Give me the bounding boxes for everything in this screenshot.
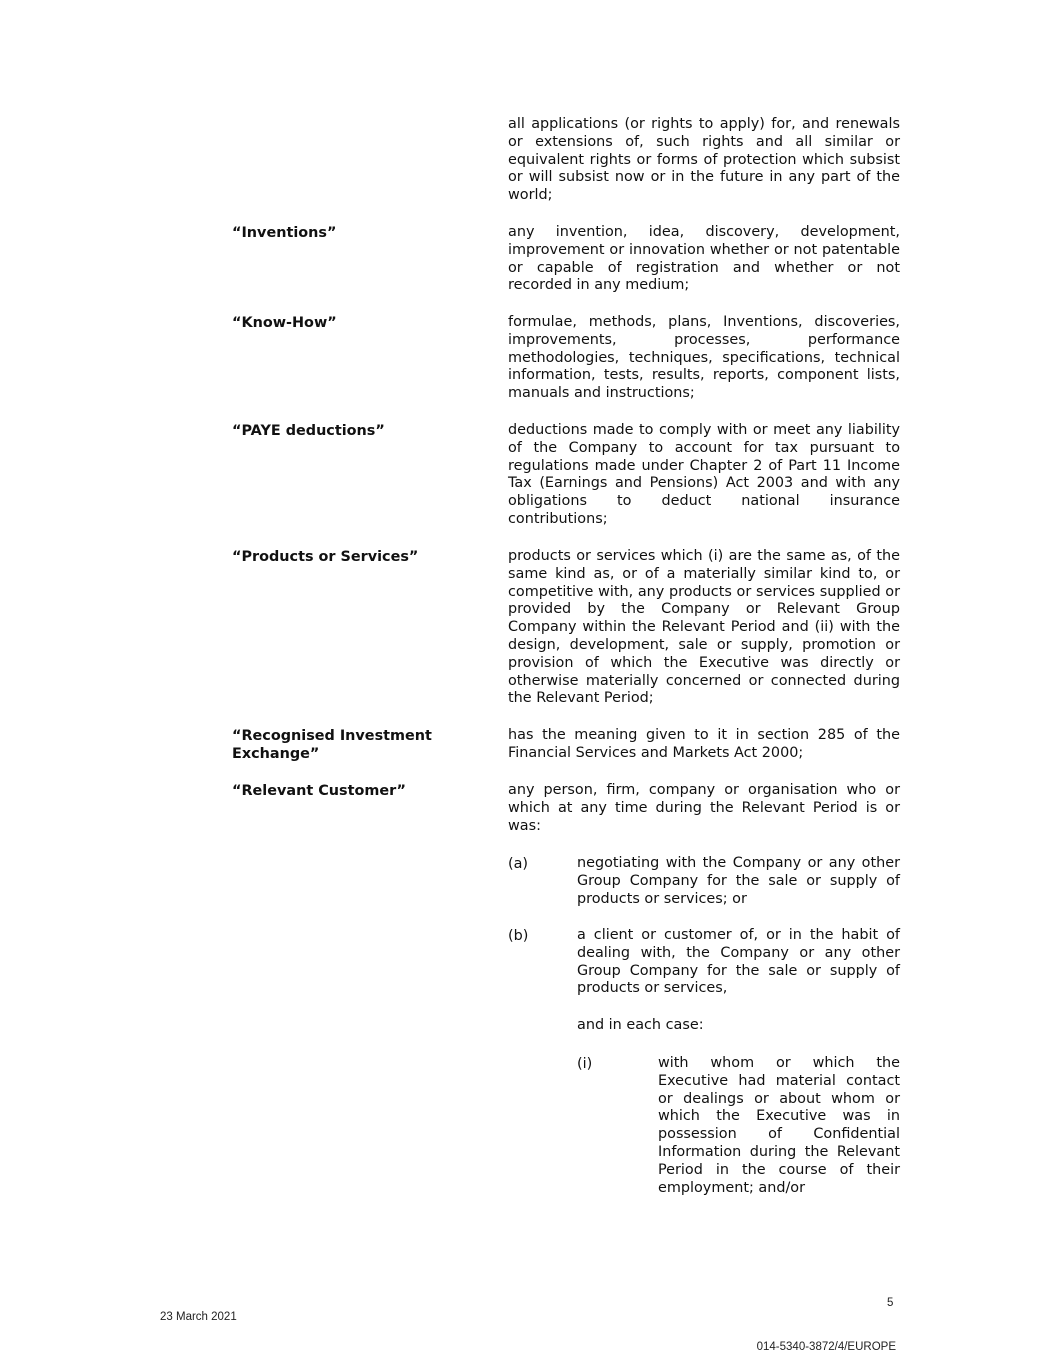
term-paye-deductions: “PAYE deductions”: [232, 423, 385, 439]
definition-know-how: formulae, methods, plans, Inventions, discoveries, improvements, processes, performance methodologies, techniques, specifications, technical information, tests, results, reports, component lists, manuals and instructions;: [508, 314, 900, 402]
footer-doc-ref: 014-5340-3872/4/EUROPE: [756, 1341, 896, 1353]
item-text-a: negotiating with the Company or any other Group Company for the sale or supply of products or services; or: [577, 855, 900, 907]
item-label-i: (i): [577, 1056, 593, 1072]
term-know-how: “Know-How”: [232, 315, 337, 331]
term-products-or-services: “Products or Services”: [232, 549, 419, 565]
definition-relevant-customer: any person, firm, company or organisation who or which at any time during the Relevant Period is or was:: [508, 782, 900, 834]
term-relevant-customer: “Relevant Customer”: [232, 783, 406, 799]
footer-date: 23 March 2021: [160, 1311, 237, 1323]
definition-recognised-investment-exchange: has the meaning given to it in section 285 of the Financial Services and Markets Act 2000;: [508, 727, 900, 761]
definition-inventions: any invention, idea, discovery, development, improvement or innovation whether or not patentable or capable of registration and whether or not recorded in any medium;: [508, 224, 900, 294]
item-text-b: a client or customer of, or in the habit of dealing with, the Company or any other Group Company for the sale or supply of products or services,: [577, 927, 900, 997]
continuation-paragraph: all applications (or rights to apply) for, and renewals or extensions of, such rights and all similar or equivalent rights or forms of protection which subsist or will subsist now or in the future in any part of the world;: [508, 116, 900, 204]
page-number: 5: [887, 1297, 894, 1309]
definition-paye-deductions: deductions made to comply with or meet any liability of the Company to account for tax pursuant to regulations made under Chapter 2 of Part 11 Income Tax (Earnings and Pensions) Act 2003 and with any obligations to deduct national insurance contributions;: [508, 422, 900, 527]
item-label-a: (a): [508, 856, 529, 872]
term-inventions: “Inventions”: [232, 225, 337, 241]
term-recognised-investment-exchange: “Recognised Investment Exchange”: [232, 728, 432, 762]
each-case-intro: and in each case:: [577, 1017, 704, 1033]
definition-products-or-services: products or services which (i) are the same as, of the same kind as, or of a materially similar kind to, or competitive with, any products or services supplied or provided by the Company or Relevant Group Company within the Relevant Period and (ii) with the design, development, sale or supply, promotion or provision of which the Executive was directly or otherwise materially concerned or connected during the Relevant Period;: [508, 548, 900, 707]
item-label-b: (b): [508, 928, 529, 944]
item-text-i: with whom or which the Executive had material contact or dealings or about whom or which the Executive was in possession of Confidential Information during the Relevant Period in the course of their employment; and/or: [658, 1055, 900, 1196]
